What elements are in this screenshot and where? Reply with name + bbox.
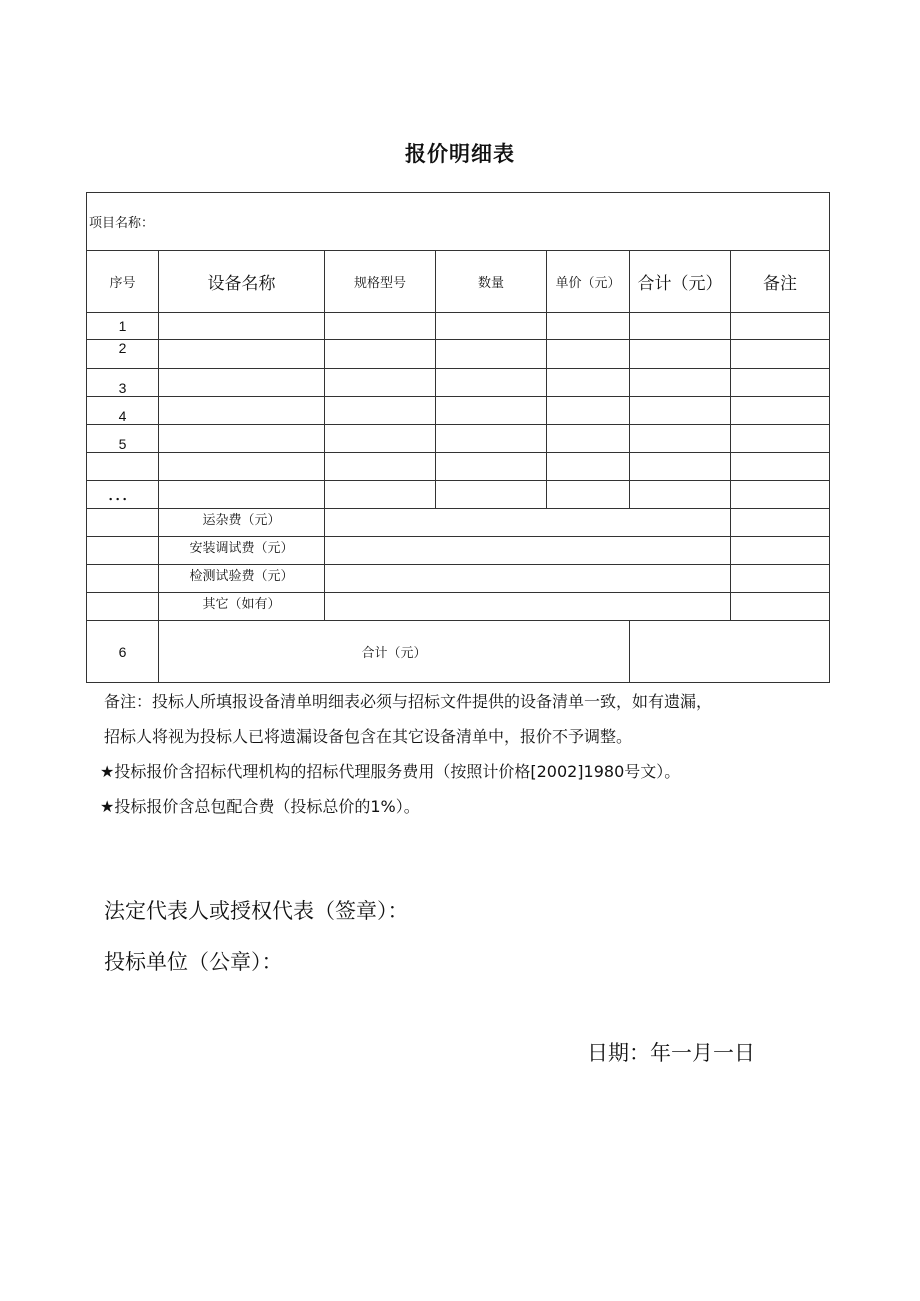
- table-row: [87, 453, 830, 481]
- table-row: [87, 481, 830, 509]
- cell-subtotal: [630, 425, 731, 453]
- header-unit-price: 单价（元）: [547, 251, 630, 313]
- cell-equipment-name: [159, 313, 325, 340]
- fee-remarks: [731, 565, 830, 593]
- total-seq: 6: [87, 621, 159, 683]
- row-seq: [87, 453, 159, 481]
- cell-subtotal: [630, 397, 731, 425]
- fee-remarks: [731, 593, 830, 621]
- cell-equipment-name: [159, 369, 325, 397]
- cell-spec: [325, 397, 436, 425]
- date-line: 日期：年一月一日: [587, 1041, 755, 1065]
- header-row: [87, 251, 830, 313]
- note-star-agency-fee: ★投标报价含招标代理机构的招标代理服务费用（按照计价格[2002]1980号文）。: [100, 762, 681, 781]
- fee-amount: [325, 509, 731, 537]
- cell-subtotal: [630, 313, 731, 340]
- cell-quantity: [436, 453, 547, 481]
- fee-seq: [87, 593, 159, 621]
- row-seq-ellipsis: ．．．: [87, 481, 159, 509]
- fee-seq: [87, 565, 159, 593]
- cell-subtotal: [630, 481, 731, 509]
- fee-row: [87, 509, 830, 537]
- project-name-label: 项目名称：: [87, 193, 830, 251]
- cell-remarks: [731, 313, 830, 340]
- row-seq: 3: [87, 369, 159, 397]
- note-star-contractor-fee: ★投标报价含总包配合费（投标总价的1%）。: [100, 797, 420, 816]
- note-line-1: 备注：投标人所填报设备清单明细表必须与招标文件提供的设备清单一致，如有遗漏，: [104, 692, 713, 711]
- fee-label-installation: 安装调试费（元）: [159, 537, 325, 565]
- cell-spec: [325, 313, 436, 340]
- cell-remarks: [731, 453, 830, 481]
- cell-unit-price: [547, 369, 630, 397]
- table-row: [87, 425, 830, 453]
- cell-equipment-name: [159, 453, 325, 481]
- cell-equipment-name: [159, 397, 325, 425]
- row-seq: 1: [87, 313, 159, 340]
- fee-remarks: [731, 509, 830, 537]
- cell-equipment-name: [159, 340, 325, 369]
- cell-unit-price: [547, 481, 630, 509]
- cell-spec: [325, 369, 436, 397]
- cell-remarks: [731, 397, 830, 425]
- header-seq: 序号: [87, 251, 159, 313]
- bidder-seal: 投标单位（公章）：: [104, 950, 283, 974]
- legal-representative-signature: 法定代表人或授权代表（签章）：: [104, 899, 409, 923]
- cell-remarks: [731, 481, 830, 509]
- row-seq: 2: [87, 340, 159, 369]
- table-row: [87, 397, 830, 425]
- notes-section: [100, 684, 834, 824]
- cell-quantity: [436, 369, 547, 397]
- header-remarks: 备注: [731, 251, 830, 313]
- fee-row: [87, 537, 830, 565]
- cell-quantity: [436, 425, 547, 453]
- cell-quantity: [436, 340, 547, 369]
- cell-spec: [325, 340, 436, 369]
- cell-unit-price: [547, 313, 630, 340]
- total-row: [87, 621, 830, 683]
- header-subtotal: 合计（元）: [630, 251, 731, 313]
- project-row: [87, 193, 830, 251]
- fee-amount: [325, 593, 731, 621]
- cell-spec: [325, 481, 436, 509]
- total-label: 合计（元）: [159, 621, 630, 683]
- cell-spec: [325, 425, 436, 453]
- table-row: [87, 369, 830, 397]
- cell-spec: [325, 453, 436, 481]
- cell-remarks: [731, 369, 830, 397]
- table-row: [87, 340, 830, 369]
- header-spec-model: 规格型号: [325, 251, 436, 313]
- fee-amount: [325, 565, 731, 593]
- cell-quantity: [436, 481, 547, 509]
- row-seq: 4: [87, 397, 159, 425]
- header-quantity: 数量: [436, 251, 547, 313]
- cell-equipment-name: [159, 481, 325, 509]
- cell-equipment-name: [159, 425, 325, 453]
- fee-row: [87, 565, 830, 593]
- fee-amount: [325, 537, 731, 565]
- cell-unit-price: [547, 453, 630, 481]
- cell-subtotal: [630, 369, 731, 397]
- cell-remarks: [731, 425, 830, 453]
- cell-quantity: [436, 313, 547, 340]
- fee-remarks: [731, 537, 830, 565]
- cell-unit-price: [547, 397, 630, 425]
- fee-label-freight: 运杂费（元）: [159, 509, 325, 537]
- cell-subtotal: [630, 453, 731, 481]
- quote-table: [86, 192, 830, 683]
- fee-label-other: 其它（如有）: [159, 593, 325, 621]
- row-seq: 5: [87, 425, 159, 453]
- cell-quantity: [436, 397, 547, 425]
- cell-unit-price: [547, 340, 630, 369]
- cell-unit-price: [547, 425, 630, 453]
- table-row: [87, 313, 830, 340]
- fee-row: [87, 593, 830, 621]
- fee-seq: [87, 537, 159, 565]
- cell-remarks: [731, 340, 830, 369]
- note-line-2: 招标人将视为投标人已将遗漏设备包含在其它设备清单中，报价不予调整。: [104, 727, 633, 746]
- cell-subtotal: [630, 340, 731, 369]
- fee-seq: [87, 509, 159, 537]
- header-equipment-name: 设备名称: [159, 251, 325, 313]
- document-title: 报价明细表: [405, 142, 515, 166]
- fee-label-testing: 检测试验费（元）: [159, 565, 325, 593]
- total-amount: [630, 621, 830, 683]
